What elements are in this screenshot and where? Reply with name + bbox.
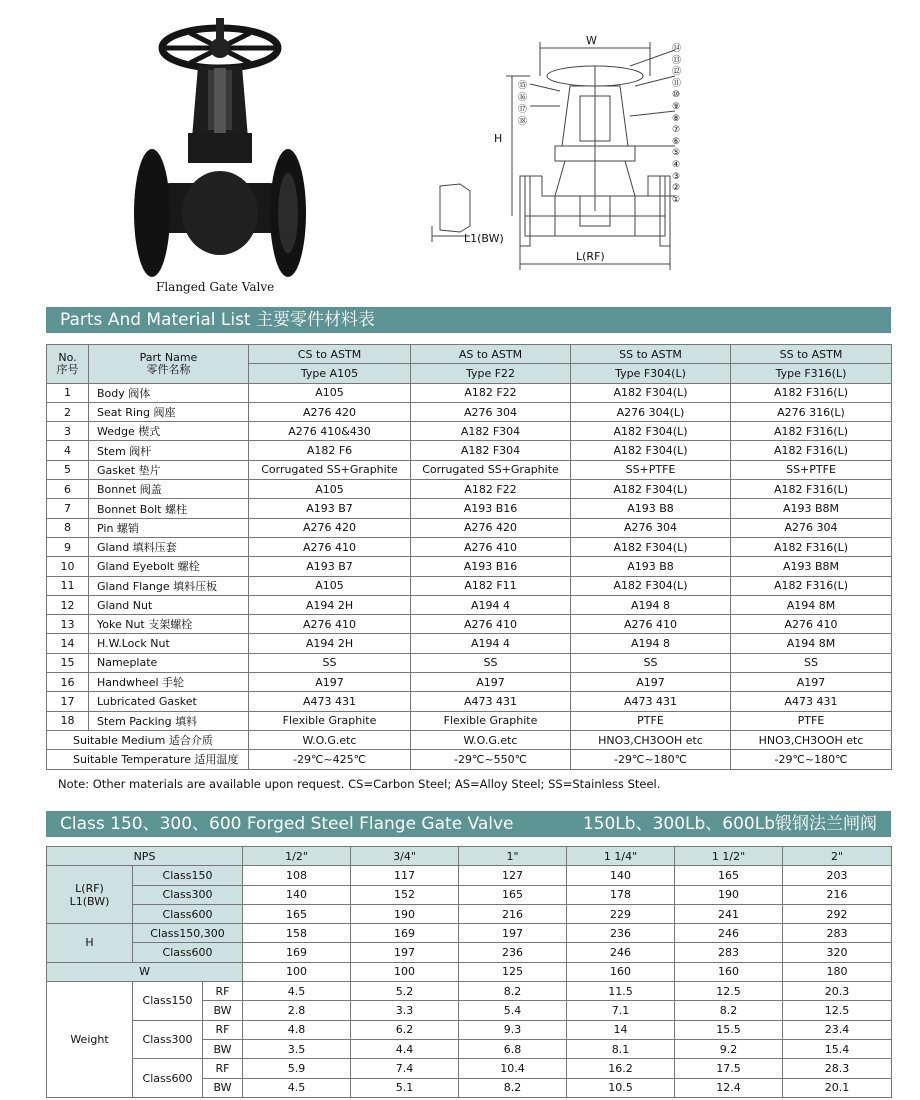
weight-cell: 15.5: [675, 1020, 783, 1039]
part-name: Stem Packing 填料: [89, 711, 249, 730]
material-cell: A276 304(L): [571, 402, 731, 421]
dim-cell: 197: [351, 943, 459, 962]
end-type-rf: RF: [203, 1020, 243, 1039]
length-row: [47, 885, 892, 904]
part-name: Bonnet Bolt 螺柱: [89, 499, 249, 518]
callout-number: ⑱: [518, 117, 528, 127]
material-cell: A193 B8: [571, 499, 731, 518]
material-cell: A193 B8M: [731, 499, 892, 518]
dim-cell: 178: [567, 885, 675, 904]
materials-row: [47, 711, 892, 730]
suitable-temperature-row: [47, 750, 892, 769]
material-cell: A194 4: [411, 634, 571, 653]
materials-row: [47, 383, 892, 402]
material-cell: A197: [731, 673, 892, 692]
material-cell: A276 410: [731, 615, 892, 634]
dim-cell: 236: [567, 924, 675, 943]
callout-number: ⑯: [518, 93, 528, 103]
dimensions-title-left: Class 150、300、600 Forged Steel Flange Gate Valve: [60, 814, 514, 834]
suitable-medium-row-label: Suitable Medium 适合介质: [47, 730, 249, 749]
weight-cell: 23.4: [783, 1020, 892, 1039]
material-cell: A182 F22: [411, 480, 571, 499]
materials-row: [47, 595, 892, 614]
width-row: [47, 962, 892, 981]
weight-cell: 17.5: [675, 1059, 783, 1078]
material-cell: A473 431: [249, 692, 411, 711]
weight-row-rf: [47, 1059, 892, 1078]
nps-size: 1 1/2": [675, 847, 783, 866]
material-cell: A182 F304(L): [571, 537, 731, 556]
material-cell: A276 420: [249, 518, 411, 537]
dim-cell: 246: [567, 943, 675, 962]
part-name: Gland Eyebolt 螺栓: [89, 557, 249, 576]
callout-number: ④: [672, 159, 681, 170]
weight-cell: 5.2: [351, 982, 459, 1001]
weight-cell: 3.5: [243, 1039, 351, 1058]
header-part: Part Name: [139, 350, 198, 364]
dim-cell: 320: [783, 943, 892, 962]
weight-cell: 6.8: [459, 1039, 567, 1058]
material-cell: A276 410: [249, 537, 411, 556]
dim-cell: 169: [351, 924, 459, 943]
materials-note: Note: Other materials are available upon request. CS=Carbon Steel; AS=Alloy Steel; SS=Stainless Steel.: [58, 777, 661, 791]
material-cell: A193 B16: [411, 499, 571, 518]
dim-cell: 140: [567, 866, 675, 885]
part-name: Yoke Nut 支架螺栓: [89, 615, 249, 634]
material-cell: A194 8: [571, 634, 731, 653]
weight-cell: 11.5: [567, 982, 675, 1001]
material-cell: A105: [249, 576, 411, 595]
material-cell: HNO3,CH3OOH etc: [731, 730, 892, 749]
header-no-cn: 序号: [56, 362, 79, 376]
callout-number: ⑮: [518, 81, 528, 91]
weight-class-label: Class600: [133, 1059, 203, 1098]
material-cell: A276 316(L): [731, 402, 892, 421]
dim-l1-label: L1(BW): [464, 232, 504, 245]
col-no-header: [47, 345, 89, 384]
materials-banner: [46, 307, 891, 333]
weight-cell: 5.4: [459, 1001, 567, 1020]
material-cell: A182 F316(L): [731, 576, 892, 595]
callout-numbers-left: [518, 80, 527, 128]
material-cell: A105: [249, 383, 411, 402]
material-cell: A276 410: [411, 537, 571, 556]
material-cell: -29℃~425℃: [249, 750, 411, 769]
material-cell: A276 304: [411, 402, 571, 421]
material-cell: A182 F316(L): [731, 480, 892, 499]
material-cell: A182 F304(L): [571, 480, 731, 499]
material-cell: A473 431: [411, 692, 571, 711]
header-type-ss316: Type F316(L): [731, 364, 892, 383]
header-type-ss304: Type F304(L): [571, 364, 731, 383]
length-row: [47, 866, 892, 885]
material-cell: A182 F11: [411, 576, 571, 595]
weight-cell: 5.1: [351, 1078, 459, 1097]
weight-cell: 4.4: [351, 1039, 459, 1058]
weight-cell: 8.2: [459, 1078, 567, 1097]
material-cell: A276 304: [731, 518, 892, 537]
material-cell: A182 F22: [411, 383, 571, 402]
class-label: Class300: [133, 885, 243, 904]
materials-row: [47, 422, 892, 441]
dim-cell: 108: [243, 866, 351, 885]
weight-cell: 6.2: [351, 1020, 459, 1039]
weight-cell: 7.1: [567, 1001, 675, 1020]
callout-number: ⑨: [672, 101, 681, 112]
dim-cell: 197: [459, 924, 567, 943]
length-label-rf: L(RF): [75, 881, 104, 895]
weight-cell: 8.2: [675, 1001, 783, 1020]
material-cell: A182 F6: [249, 441, 411, 460]
dim-l-label: L(RF): [576, 250, 605, 263]
header-no: No.: [58, 350, 77, 364]
weight-cell: 10.5: [567, 1078, 675, 1097]
weight-cell: 9.2: [675, 1039, 783, 1058]
width-label: W: [47, 962, 243, 981]
part-no: 3: [47, 422, 89, 441]
part-name: Stem 阀杆: [89, 441, 249, 460]
material-cell: A276 420: [249, 402, 411, 421]
suitable-medium-row: [47, 730, 892, 749]
height-row: [47, 943, 892, 962]
part-no: 11: [47, 576, 89, 595]
callout-number: ②: [672, 183, 681, 194]
header-std-ss316: SS to ASTM: [731, 345, 892, 364]
callout-number: ⑭: [672, 44, 682, 54]
part-name: Nameplate: [89, 653, 249, 672]
part-no: 5: [47, 460, 89, 479]
weight-cell: 7.4: [351, 1059, 459, 1078]
part-name: Wedge 楔式: [89, 422, 249, 441]
length-label: [47, 866, 133, 924]
materials-row: [47, 441, 892, 460]
material-cell: A197: [249, 673, 411, 692]
weight-cell: 28.3: [783, 1059, 892, 1078]
callout-numbers: [672, 44, 681, 206]
materials-table: [46, 344, 892, 770]
part-name: Pin 螺销: [89, 518, 249, 537]
materials-row: [47, 499, 892, 518]
materials-row: [47, 460, 892, 479]
material-cell: SS: [411, 653, 571, 672]
photo-caption: Flanged Gate Valve: [156, 280, 275, 294]
material-cell: A182 F316(L): [731, 537, 892, 556]
part-no: 8: [47, 518, 89, 537]
nps-size: 1": [459, 847, 567, 866]
weight-class-label: Class300: [133, 1020, 203, 1059]
col-part-header: [89, 345, 249, 384]
weight-cell: 12.4: [675, 1078, 783, 1097]
dim-cell: 165: [243, 904, 351, 923]
weight-cell: 4.5: [243, 982, 351, 1001]
dim-cell: 127: [459, 866, 567, 885]
header-std-ss304: SS to ASTM: [571, 345, 731, 364]
part-no: 1: [47, 383, 89, 402]
dim-cell: 216: [459, 904, 567, 923]
material-cell: A182 F304: [411, 422, 571, 441]
class-label: Class600: [133, 943, 243, 962]
part-name: Gland Flange 填料压板: [89, 576, 249, 595]
dim-w-label: W: [586, 34, 597, 47]
materials-row: [47, 653, 892, 672]
class-label: Class600: [133, 904, 243, 923]
part-name: Bonnet 阀盖: [89, 480, 249, 499]
dim-cell: 100: [243, 962, 351, 981]
dimensions-title-right: 150Lb、300Lb、600Lb锻钢法兰闸阀: [582, 814, 877, 834]
callout-number: ⑧: [672, 113, 681, 124]
material-cell: A193 B8M: [731, 557, 892, 576]
materials-row: [47, 537, 892, 556]
material-cell: A194 4: [411, 595, 571, 614]
material-cell: SS+PTFE: [731, 460, 892, 479]
end-type-rf: RF: [203, 982, 243, 1001]
end-type-bw: BW: [203, 1001, 243, 1020]
weight-label: Weight: [47, 982, 133, 1098]
material-cell: A276 410: [249, 615, 411, 634]
header-type-as: Type F22: [411, 364, 571, 383]
callout-number: ⑥: [672, 136, 681, 147]
materials-row: [47, 480, 892, 499]
part-no: 4: [47, 441, 89, 460]
weight-cell: 16.2: [567, 1059, 675, 1078]
part-no: 18: [47, 711, 89, 730]
dim-cell: 203: [783, 866, 892, 885]
material-cell: A473 431: [731, 692, 892, 711]
weight-cell: 14: [567, 1020, 675, 1039]
dim-cell: 165: [675, 866, 783, 885]
dim-cell: 292: [783, 904, 892, 923]
valve-cross-section-drawing: [430, 36, 680, 276]
weight-cell: 8.2: [459, 982, 567, 1001]
weight-cell: 5.9: [243, 1059, 351, 1078]
materials-title: Parts And Material List 主要零件材料表: [60, 310, 376, 330]
weight-cell: 2.8: [243, 1001, 351, 1020]
part-no: 6: [47, 480, 89, 499]
material-cell: Corrugated SS+Graphite: [249, 460, 411, 479]
materials-row: [47, 402, 892, 421]
callout-number: ①: [672, 194, 681, 205]
dim-cell: 117: [351, 866, 459, 885]
material-cell: A182 F304: [411, 441, 571, 460]
materials-header-row-1: [47, 345, 892, 364]
callout-number: ⑪: [672, 78, 682, 89]
material-cell: A197: [411, 673, 571, 692]
materials-row: [47, 673, 892, 692]
part-name: Gasket 垫片: [89, 460, 249, 479]
weight-cell: 3.3: [351, 1001, 459, 1020]
dim-cell: 158: [243, 924, 351, 943]
material-cell: A194 2H: [249, 634, 411, 653]
materials-row: [47, 692, 892, 711]
dim-cell: 152: [351, 885, 459, 904]
material-cell: A194 8: [571, 595, 731, 614]
material-cell: A193 B16: [411, 557, 571, 576]
material-cell: SS: [571, 653, 731, 672]
material-cell: A197: [571, 673, 731, 692]
callout-number: ⑰: [518, 105, 528, 115]
callout-number: ⑤: [672, 148, 681, 159]
weight-cell: 15.4: [783, 1039, 892, 1058]
weight-class-label: Class150: [133, 982, 203, 1021]
part-name: Gland 填料压套: [89, 537, 249, 556]
dim-cell: 165: [459, 885, 567, 904]
materials-row: [47, 557, 892, 576]
material-cell: A182 F316(L): [731, 441, 892, 460]
material-cell: -29℃~180℃: [571, 750, 731, 769]
dim-cell: 216: [783, 885, 892, 904]
nps-size: 1 1/4": [567, 847, 675, 866]
part-name: Lubricated Gasket: [89, 692, 249, 711]
material-cell: A182 F304(L): [571, 441, 731, 460]
weight-cell: 12.5: [675, 982, 783, 1001]
weight-row-rf: [47, 1020, 892, 1039]
length-row: [47, 904, 892, 923]
callout-number: ⑦: [672, 125, 681, 136]
material-cell: Flexible Graphite: [411, 711, 571, 730]
part-no: 2: [47, 402, 89, 421]
header-type-cs: Type A105: [249, 364, 411, 383]
material-cell: HNO3,CH3OOH etc: [571, 730, 731, 749]
dimensions-table: [46, 846, 892, 1098]
length-label-bw: L1(BW): [69, 894, 110, 908]
material-cell: A182 F304(L): [571, 383, 731, 402]
dim-cell: 180: [783, 962, 892, 981]
weight-cell: 20.1: [783, 1078, 892, 1097]
dim-cell: 229: [567, 904, 675, 923]
dim-cell: 140: [243, 885, 351, 904]
end-type-bw: BW: [203, 1078, 243, 1097]
suitable-temperature-row-label: Suitable Temperature 适用温度: [47, 750, 249, 769]
header-std-as: AS to ASTM: [411, 345, 571, 364]
materials-row: [47, 615, 892, 634]
part-no: 16: [47, 673, 89, 692]
weight-cell: 4.5: [243, 1078, 351, 1097]
part-no: 15: [47, 653, 89, 672]
nps-header-row: [47, 847, 892, 866]
material-cell: SS: [249, 653, 411, 672]
valve-photo: [120, 8, 320, 298]
header-std-cs: CS to ASTM: [249, 345, 411, 364]
dim-cell: 125: [459, 962, 567, 981]
nps-label: NPS: [47, 847, 243, 866]
material-cell: A194 2H: [249, 595, 411, 614]
part-no: 12: [47, 595, 89, 614]
material-cell: A194 8M: [731, 634, 892, 653]
weight-cell: 4.8: [243, 1020, 351, 1039]
material-cell: W.O.G.etc: [411, 730, 571, 749]
material-cell: A182 F316(L): [731, 422, 892, 441]
end-type-bw: BW: [203, 1039, 243, 1058]
material-cell: A105: [249, 480, 411, 499]
part-no: 14: [47, 634, 89, 653]
material-cell: Flexible Graphite: [249, 711, 411, 730]
materials-row: [47, 576, 892, 595]
material-cell: A193 B8: [571, 557, 731, 576]
material-cell: A276 420: [411, 518, 571, 537]
nps-size: 1/2": [243, 847, 351, 866]
dim-cell: 283: [783, 924, 892, 943]
callout-number: ③: [672, 171, 681, 182]
part-name: Body 阀体: [89, 383, 249, 402]
callout-number: ⑬: [672, 55, 682, 66]
material-cell: W.O.G.etc: [249, 730, 411, 749]
material-cell: A276 410: [411, 615, 571, 634]
callout-number: ⑫: [672, 67, 682, 78]
material-cell: A193 B7: [249, 557, 411, 576]
weight-row-rf: [47, 982, 892, 1001]
dim-cell: 190: [675, 885, 783, 904]
material-cell: A182 F304(L): [571, 576, 731, 595]
material-cell: A182 F304(L): [571, 422, 731, 441]
material-cell: Corrugated SS+Graphite: [411, 460, 571, 479]
dim-cell: 246: [675, 924, 783, 943]
dim-cell: 160: [567, 962, 675, 981]
dim-cell: 100: [351, 962, 459, 981]
part-name: Seat Ring 阀座: [89, 402, 249, 421]
part-no: 9: [47, 537, 89, 556]
material-cell: PTFE: [731, 711, 892, 730]
materials-row: [47, 518, 892, 537]
class-label: Class150: [133, 866, 243, 885]
dim-cell: 283: [675, 943, 783, 962]
material-cell: A276 410: [571, 615, 731, 634]
part-no: 13: [47, 615, 89, 634]
weight-cell: 12.5: [783, 1001, 892, 1020]
material-cell: A182 F316(L): [731, 383, 892, 402]
material-cell: -29℃~550℃: [411, 750, 571, 769]
nps-size: 3/4": [351, 847, 459, 866]
part-name: H.W.Lock Nut: [89, 634, 249, 653]
material-cell: A473 431: [571, 692, 731, 711]
dim-cell: 241: [675, 904, 783, 923]
material-cell: SS: [731, 653, 892, 672]
class-label: Class150,300: [133, 924, 243, 943]
weight-cell: 9.3: [459, 1020, 567, 1039]
header-part-cn: 零件名称: [146, 362, 191, 376]
weight-cell: 10.4: [459, 1059, 567, 1078]
dimensions-banner: [46, 811, 891, 837]
weight-cell: 20.3: [783, 982, 892, 1001]
end-type-rf: RF: [203, 1059, 243, 1078]
material-cell: SS+PTFE: [571, 460, 731, 479]
material-cell: A276 304: [571, 518, 731, 537]
material-cell: A194 8M: [731, 595, 892, 614]
height-label: H: [47, 924, 133, 963]
dim-cell: 236: [459, 943, 567, 962]
height-row: [47, 924, 892, 943]
nps-size: 2": [783, 847, 892, 866]
weight-cell: 8.1: [567, 1039, 675, 1058]
dim-h-label: H: [494, 132, 503, 145]
part-no: 17: [47, 692, 89, 711]
part-name: Handwheel 手轮: [89, 673, 249, 692]
dim-cell: 169: [243, 943, 351, 962]
part-name: Gland Nut: [89, 595, 249, 614]
material-cell: -29℃~180℃: [731, 750, 892, 769]
material-cell: A276 410&430: [249, 422, 411, 441]
part-no: 7: [47, 499, 89, 518]
part-no: 10: [47, 557, 89, 576]
materials-row: [47, 634, 892, 653]
material-cell: PTFE: [571, 711, 731, 730]
material-cell: A193 B7: [249, 499, 411, 518]
callout-number: ⑩: [672, 90, 681, 101]
dim-cell: 190: [351, 904, 459, 923]
dim-cell: 160: [675, 962, 783, 981]
